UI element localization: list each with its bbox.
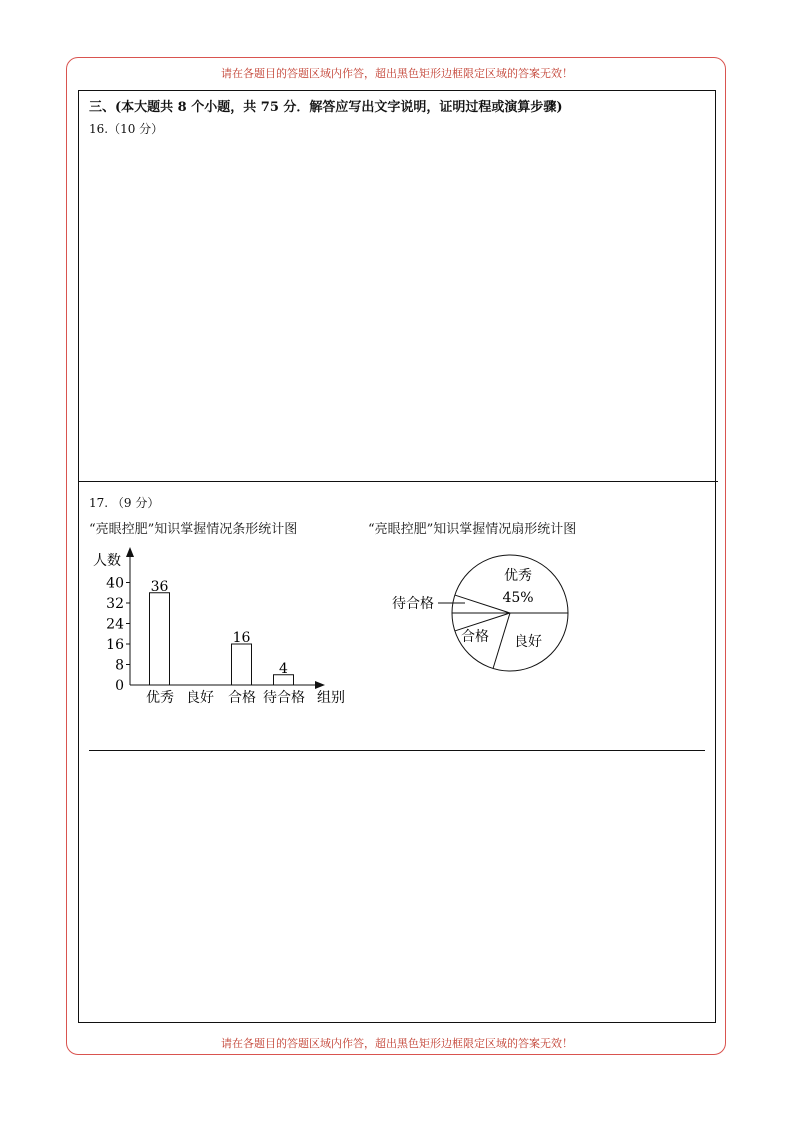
question-divider bbox=[78, 481, 718, 482]
bar bbox=[232, 644, 252, 685]
bar bbox=[150, 593, 170, 685]
x-tick-label: 合格 bbox=[228, 690, 256, 706]
pie-label: 合格 bbox=[461, 629, 489, 645]
top-notice: 请在各题目的答题区域内作答，超出黑色矩形边框限定区域的答案无效！ bbox=[221, 67, 573, 80]
y-tick-label: 8 bbox=[115, 657, 124, 674]
bar-chart-bars bbox=[150, 579, 294, 685]
y-tick-label: 32 bbox=[106, 596, 124, 612]
pie-chart-title: “亮眼控肥”知识掌握情况扇形统计图 bbox=[368, 522, 577, 537]
pie-pct-label: 45% bbox=[502, 590, 534, 606]
answer-divider bbox=[89, 750, 705, 751]
bar-data-label: 36 bbox=[150, 578, 169, 595]
bar-chart-axes bbox=[93, 547, 345, 706]
pie-label: 良好 bbox=[514, 634, 542, 650]
x-tick-label: 待合格 bbox=[263, 690, 305, 706]
x-tick-label: 良好 bbox=[186, 690, 214, 706]
x-tick-label: 优秀 bbox=[146, 690, 174, 706]
x-axis-arrow bbox=[315, 681, 325, 689]
pie-label: 优秀 bbox=[504, 568, 532, 584]
question-17-label: 17. （9 分） bbox=[89, 496, 160, 510]
y-tick-label: 16 bbox=[106, 637, 124, 653]
bottom-notice: 请在各题目的答题区域内作答，超出黑色矩形边框限定区域的答案无效！ bbox=[221, 1037, 573, 1050]
x-axis-label: 组别 bbox=[317, 690, 345, 706]
section-title: 三、(本大题共 8 个小题，共 75 分．解答应写出文字说明，证明过程或演算步骤) bbox=[89, 100, 563, 115]
pie-chart bbox=[380, 550, 580, 680]
y-tick-label: 40 bbox=[106, 575, 124, 592]
question-16-label: 16.（10 分） bbox=[89, 122, 164, 136]
y-axis-arrow bbox=[126, 547, 134, 557]
bar-data-label: 4 bbox=[279, 660, 288, 677]
bar-chart bbox=[85, 545, 365, 710]
bar-chart-title: “亮眼控肥”知识掌握情况条形统计图 bbox=[89, 522, 298, 537]
y-tick-label: 24 bbox=[106, 616, 124, 633]
y-axis-label: 人数 bbox=[93, 553, 121, 569]
pie-label: 待合格 bbox=[392, 596, 434, 612]
bar-data-label: 16 bbox=[232, 630, 251, 646]
y-tick-label: 0 bbox=[115, 678, 124, 694]
